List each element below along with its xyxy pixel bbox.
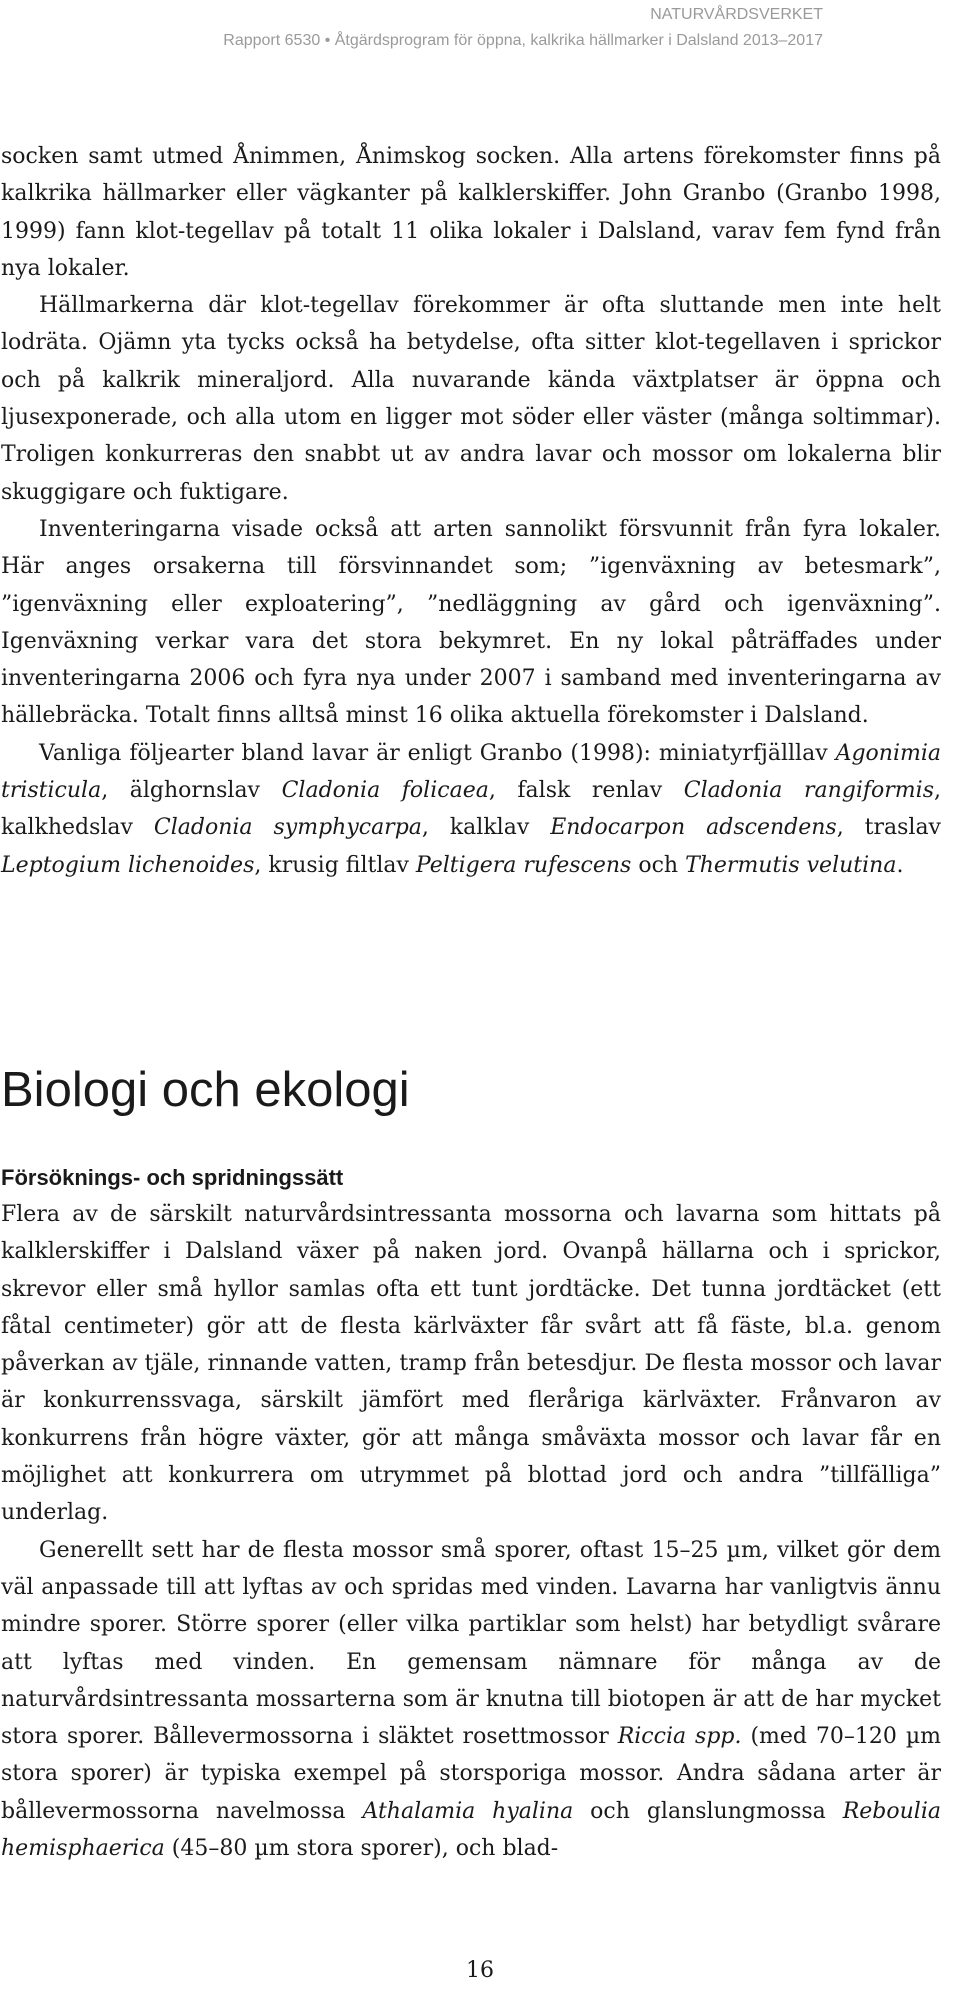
text-run: , traslav (836, 815, 941, 841)
text-run: , kalkhedslav (1, 778, 941, 841)
text-run: och glanslungmossa (573, 1798, 843, 1824)
header-report-title: Rapport 6530 • Åtgärdsprogram för öppna, kalkrika hällmarker i Dalsland 2013–2017 (223, 32, 823, 49)
taxon-name: Athalamia hyalina (362, 1798, 574, 1824)
paragraph-1: socken samt utmed Ånimmen, Ånimskog socken. Alla artens förekomster finns på kalkrika hällmarker eller vägkanter på kalklerskiffer. John Granbo (Granbo 1998, 1999) fann klot-tegellav på totalt 11 olika lokaler i Dalsland, varav fem fynd från nya lokaler. (1, 144, 941, 281)
taxon-name: Cladonia rangiformis (683, 778, 934, 804)
text-run: , kalklav (421, 815, 551, 841)
paragraph-4 (1, 735, 941, 884)
text-run: Vanliga följearter bland lavar är enligt Granbo (1998): miniatyrfjälllav (39, 740, 836, 766)
text-run: Generellt sett har de flesta mossor små sporer, oftast 15–25 µm, vilket gör dem väl anpassade till att lyftas av och spridas med vinden. Lavarna har vanligtvis ännu mindre sporer. Större sporer (eller vilka partiklar som helst) har betydligt svårare att lyftas med vinden. En gemensam nämnare för många av de naturvårdsintressanta mossarterna som är knutna till biotopen är att de har mycket stora sporer. Bållevermossorna i släktet rosettmossor (1, 1537, 941, 1750)
paragraph-3: Inventeringarna visade också att arten sannolikt försvunnit från fyra lokaler. Här anges orsakerna till försvinnandet som; ”igenväxning av betesmark”, ”igenväxning eller exploatering”, ”nedläggning av gård och igenväxning”. Igenväxning verkar vara det stora bekymret. En ny lokal påträffades under inventeringarna 2006 och fyra nya under 2007 i samband med inventeringarna av hällebräcka. Totalt finns alltså minst 16 olika aktuella förekomster i Dalsland. (1, 516, 941, 729)
text-run: (45–80 µm stora sporer), och blad- (164, 1836, 559, 1862)
paragraph-5: Flera av de särskilt naturvårdsintressanta mossorna och lavarna som hittats på kalklerskiffer i Dalsland växer på naken jord. Ovanpå hällarna och i sprickor, skrevor eller små hyllor samlas ofta ett tunt jordtäcke. Det tunna jordtäcket (ett fåtal centimeter) gör att de flesta kärlväxter får svårt att få fäste, bl.a. genom påverkan av tjäle, rinnande vatten, tramp från betesdjur. De flesta mossor och lavar är konkurrenssvaga, särskilt jämfört med fleråriga kärlväxter. Frånvaron av konkurrens från högre växter, gör att många småväxta mossor och lavar får en möjlighet att konkurrera om utrymmet på blottad jord och andra ”tillfälliga” underlag. (1, 1202, 941, 1526)
taxon-name: Cladonia folicaea (281, 778, 489, 804)
body-text-bottom (1, 1196, 941, 1867)
paragraph-6 (1, 1532, 941, 1868)
taxon-name: Endocarpon adscendens (550, 815, 837, 841)
text-run: (med 70–120 µm stora sporer) är typiska exempel på storsporiga mossor. Andra sådana arter är bållevermossorna navelmossa (1, 1724, 942, 1824)
running-header (63, 2, 823, 54)
text-run: , falsk renlav (488, 778, 684, 804)
text-run: , krusig filtlav (254, 852, 416, 878)
taxon-name: Peltigera rufescens (415, 852, 632, 878)
subheading: Försöknings- och spridningssätt (1, 1165, 344, 1190)
section-title: Biologi och ekologi (1, 1063, 410, 1117)
taxon-name: Thermutis velutina (685, 852, 897, 878)
text-run: . (896, 852, 904, 878)
taxon-name: Agonimia tristicula (1, 740, 941, 804)
taxon-name: Leptogium lichenoides (1, 852, 255, 878)
header-agency: NATURVÅRDSVERKET (650, 6, 823, 23)
paragraph-2: Hällmarkerna där klot-tegellav förekommer är ofta sluttande men inte helt lodräta. Ojämn yta tycks också ha betydelse, ofta sitter klot-tegellaven i sprickor och på kalkrik mineraljord. Alla nuvarande kända växtplatser är öppna och ljusexponerade, och alla utom en ligger mot söder eller väster (många soltimmar). Troligen konkurreras den snabbt ut av andra lavar och mossor om lokalerna blir skuggigare och fuktigare. (1, 293, 941, 505)
taxon-name: Reboulia hemisphaerica (1, 1798, 941, 1862)
page-number: 16 (466, 1958, 494, 1983)
text-run: , älghornslav (101, 778, 282, 804)
text-run: och (631, 852, 686, 878)
taxon-name: Cladonia symphycarpa (153, 815, 422, 841)
body-text-top (1, 138, 941, 884)
taxon-name: Riccia spp. (617, 1724, 742, 1750)
